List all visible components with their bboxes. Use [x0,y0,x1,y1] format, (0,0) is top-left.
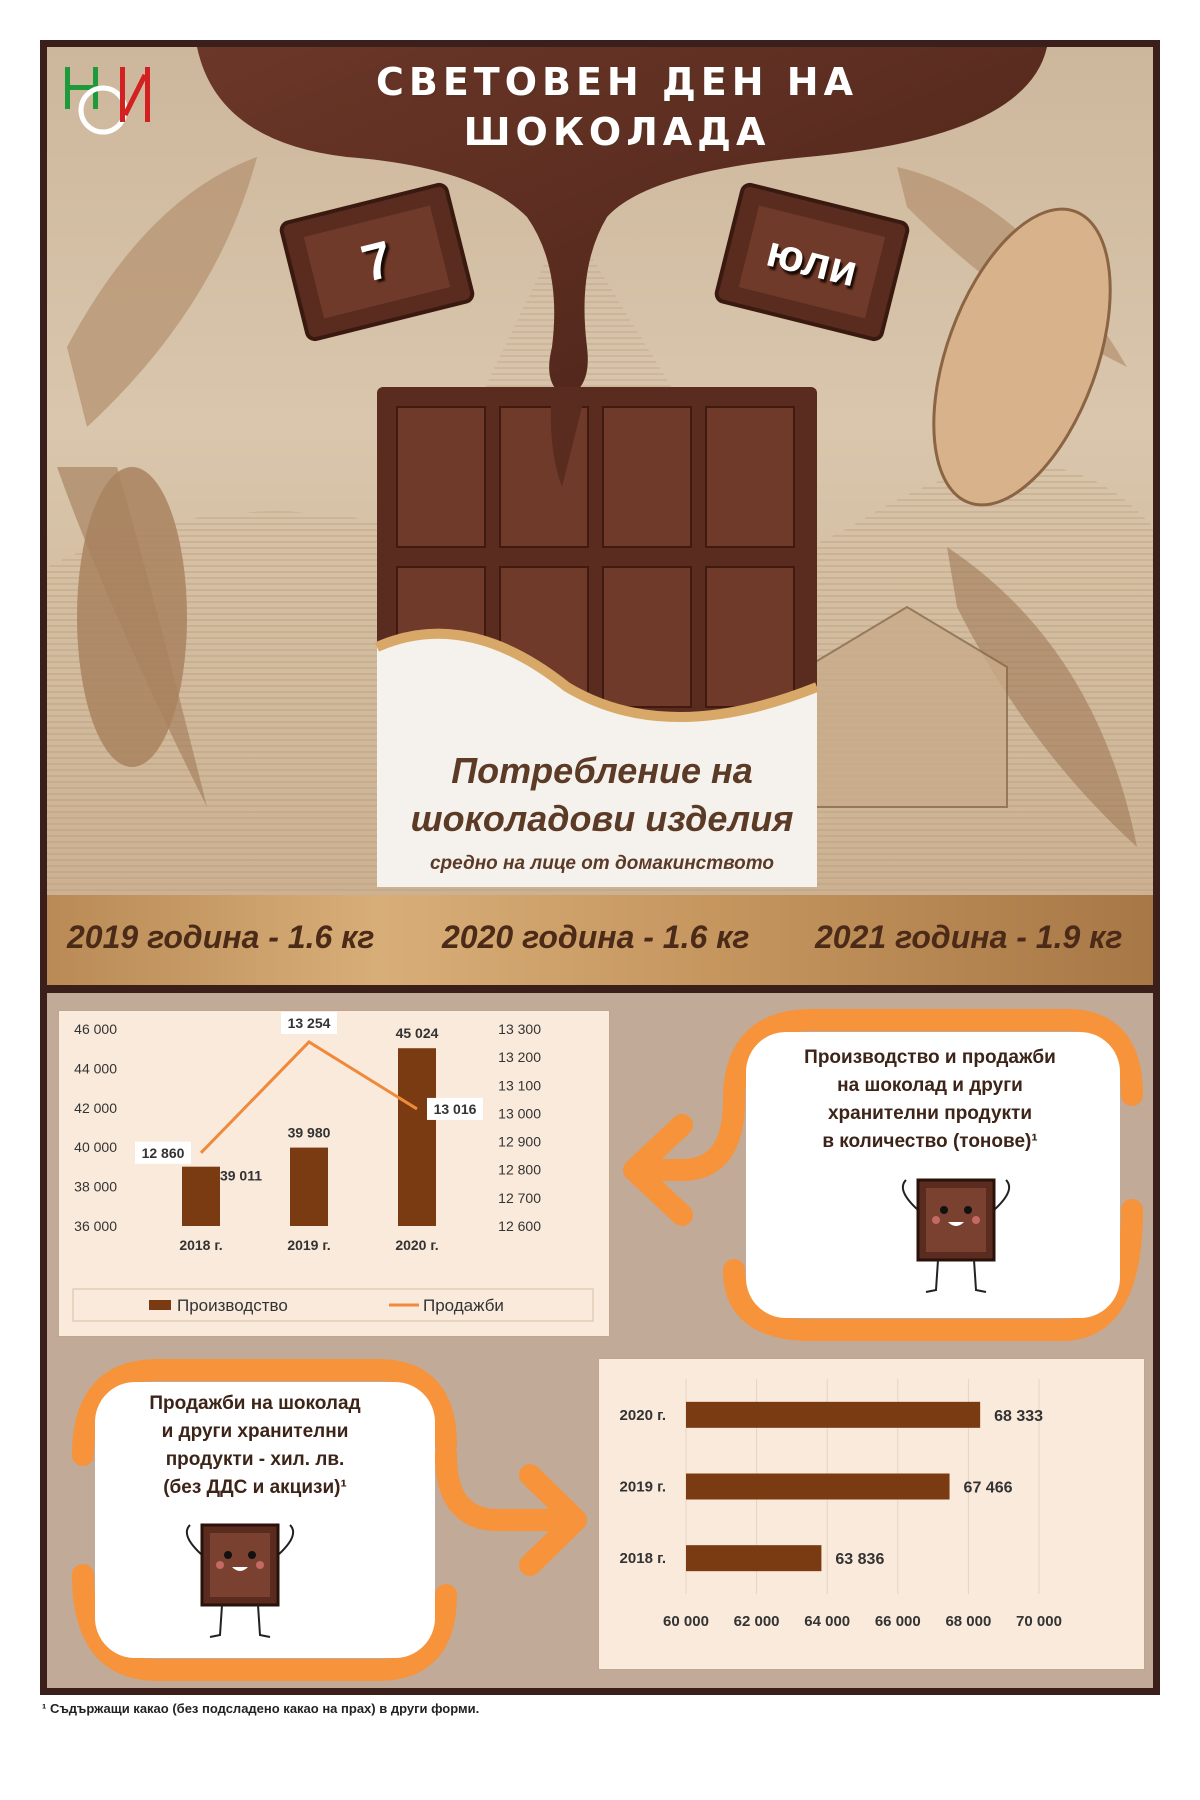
year-2021: 2021 година - 1.9 кг [815,919,1123,955]
x-tick-label: 62 000 [733,1613,780,1630]
x-tick-label: 2018 г. [179,1237,223,1253]
callout-sales-line-1: Продажби на шоколад [149,1393,361,1414]
y-left-tick-label: 36 000 [74,1218,117,1234]
y-left-tick-label: 42 000 [74,1099,117,1116]
y-left-tick-label: 40 000 [74,1139,117,1156]
y-right-tick-label: 12 600 [498,1218,541,1234]
sales-data-label: 13 016 [433,1100,477,1117]
title-line-1: СВЕТОВЕН ДЕН НА [375,60,859,104]
sales-value-bar [686,1545,821,1571]
y-right-tick-label: 12 700 [498,1189,541,1206]
y-right-tick-label: 13 100 [498,1077,541,1094]
sales-data-label: 12 860 [141,1144,185,1161]
y-left-tick-label: 46 000 [74,1021,117,1037]
year-2019: 2019 година - 1.6 кг [67,919,375,955]
legend-bar-swatch [149,1300,171,1310]
sales-value-label: 67 466 [963,1479,1013,1497]
consumption-band [47,895,1153,985]
production-data-label: 39 011 [219,1167,263,1184]
sales-value-bar [686,1402,980,1428]
production-data-label: 45 024 [395,1025,439,1042]
callout-sales [100,1390,410,1502]
production-bar [182,1167,220,1226]
nsi-logo [55,55,155,155]
x-tick-label: 2019 г. [287,1237,331,1253]
poster-title [327,57,907,157]
x-tick-label: 60 000 [663,1613,709,1630]
y-right-tick-label: 13 200 [498,1049,541,1066]
title-line-2: ШОКОЛАДА [463,110,771,154]
x-tick-label: 64 000 [804,1613,851,1630]
x-tick-label: 70 000 [1016,1613,1062,1630]
y-right-tick-label: 12 900 [498,1133,541,1150]
month-name: юли [761,226,863,297]
y-tick-label: 2019 г. [619,1478,666,1496]
production-data-label: 39 980 [287,1124,331,1141]
x-tick-label: 2020 г. [395,1237,439,1253]
consumption-heading [377,747,827,875]
sales-value-chart [598,1358,1145,1670]
production-sales-chart [58,1010,610,1337]
sales-data-label: 13 254 [287,1014,331,1031]
chocolate-mascot-icon-2 [160,1515,320,1655]
y-right-tick-label: 13 000 [498,1105,541,1122]
y-tick-label: 2020 г. [619,1406,666,1424]
legend-production-label: Производство [177,1296,288,1315]
sales-value-label: 63 836 [835,1551,885,1569]
callout-production-line-2: на шоколад и други [837,1075,1023,1096]
day-number: 7 [355,230,399,294]
production-bar [398,1048,436,1226]
subtitle-line-1: Потребление на [451,750,753,791]
production-bar [290,1148,328,1226]
consumption-note: средно на лице от домакинството [429,853,774,874]
sales-value-svg [599,1359,1144,1669]
callout-sales-line-4: (без ДДС и акцизи)¹ [163,1477,347,1498]
x-tick-label: 66 000 [874,1613,921,1630]
poster [47,47,1153,985]
footnote: ¹ Съдържащи какао (без подсладено какао на прах) в други форми. [42,1701,480,1716]
y-right-tick-label: 13 300 [498,1021,541,1037]
production-sales-svg [59,1011,609,1336]
callout-production [765,1044,1095,1156]
chocolate-mascot-icon [876,1170,1036,1310]
leaf-left [67,157,257,427]
y-tick-label: 2018 г. [619,1550,666,1568]
callout-production-line-3: хранителни продукти [827,1103,1033,1124]
sales-value-label: 68 333 [994,1407,1044,1425]
y-right-tick-label: 12 800 [498,1161,541,1178]
cocoa-pod-left [77,467,187,767]
callout-production-line-4: в количество (тонове)¹ [822,1131,1038,1152]
year-2020: 2020 година - 1.6 кг [442,919,750,955]
callout-sales-line-3: продукти - хил. лв. [165,1449,345,1470]
x-tick-label: 68 000 [945,1613,992,1630]
sales-value-bar [686,1474,950,1500]
legend-sales-label: Продажби [423,1296,504,1315]
y-left-tick-label: 44 000 [74,1060,117,1077]
subtitle-line-2: шоколадови изделия [410,798,794,839]
callout-production-line-1: Производство и продажби [804,1047,1056,1068]
callout-sales-line-2: и други хранителни [161,1421,349,1442]
y-left-tick-label: 38 000 [74,1178,117,1195]
